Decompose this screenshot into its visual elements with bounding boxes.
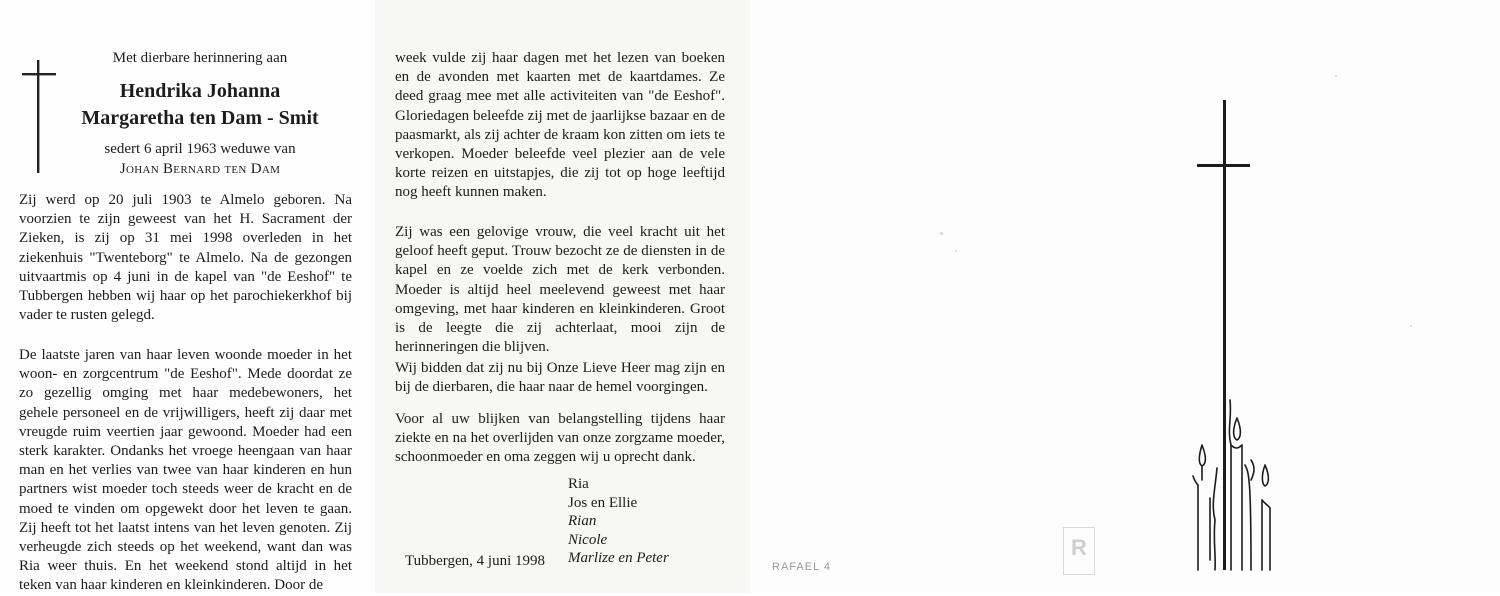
paper-speck [1335,75,1337,77]
deceased-name-line1: Hendrika Johanna [119,80,281,102]
signatory: Ria [568,476,589,492]
prayer-paragraph: Wij bidden dat zij nu bij Onze Lieve Heer mag zijn en bij de dierbaren, die haar naar de hemel voorgingen. [395,360,725,396]
deceased-name-line2: Margaretha ten Dam - Smit [81,107,319,129]
signatory: Rian [568,513,597,529]
intro-text: Met dierbare herinnering aan [112,50,288,66]
biography-paragraph-2: De laatste jaren van haar leven woonde moeder in het woon- en zorgcentrum "de Eeshof". Mede doordat ze zo gezellig omging met haar medebewoners, het gehele personeel en de vrijwilligers, heeft zij daar met vreugde ruim veertien jaar gewoond. Moeder had een sterk karakter. Ondanks het vroege heengaan van haar man en het verlies van twee van haar kinderen en hun partners wist moeder toch steeds weer de kracht en de moed te vinden om opgewekt door het leven te gaan. Zij heeft tot het laatst intens van het leven genoten. Zij verheugde zich steeds op het weekend, want dan was Ria weer thuis. En het weekend stond altijd in het teken van haar kinderen en kleinkinderen. Door de [19,347,352,594]
paper-speck [955,250,957,252]
biography-paragraph-3: week vulde zij haar dagen met het lezen van boeken en de avonden met kaarten met de kaartdames. Ze deed graag mee met alle activiteiten van "de Eeshof". Gloriedagen beleefde zij met de jaarlijkse bazaar en de paasmarkt, als zij achter de kraam kon zitten om iets te verkopen. Moeder beleefde veel plezier aan de vele korte reizen en uitstapjes, die zij tot op hoge leeftijd nog heeft kunnen maken. [395,50,725,201]
left-panel [0,0,375,593]
signatory: Marlize en Peter [568,550,669,566]
thanks-paragraph: Voor al uw blijken van belangstelling tijdens haar ziekte en na het overlijden van onze zorgzame moeder, schoonmoeder en oma zeggen wij u oprecht dank. [395,411,725,466]
printer-logo-icon: R [1063,527,1095,575]
widow-since-text: sedert 6 april 1963 weduwe van [104,141,296,157]
cross-with-candles-icon [1185,100,1290,580]
cover-panel [750,0,1500,593]
paper-speck [940,232,943,235]
biography-paragraph-4: Zij was een gelovige vrouw, die veel kracht uit het geloof heeft geput. Trouw bezocht ze de diensten in de kapel en ze voelde zich met de kerk verbonden. Moeder is altijd heel meelevend geweest met haar omgeving, met haar kinderen en kleinkinderen. Groot is de leegte die zij achterlaat, mooi zijn de herinneringen die blijven. [395,224,725,356]
card-code: RAFAEL 4 [772,561,831,573]
paper-speck [1410,325,1412,327]
signatories-list [568,475,669,568]
signatory: Jos en Ellie [568,494,638,511]
middle-panel [375,0,750,593]
place-date: Tubbergen, 4 juni 1998 [405,553,546,569]
signatory: Nicole [568,531,608,548]
husband-name: Johan Bernard ten Dam [119,161,281,177]
biography-paragraph-1: Zij werd op 20 juli 1903 te Almelo geboren. Na voorzien te zijn geweest van het H. Sacrament der Zieken, is zij op 31 mei 1998 overleden in het ziekenhuis "Twenteborg" te Almelo. Na de gezongen uitvaartmis op 4 juni in de kapel van "de Eeshof" te Tubbergen hebben wij haar op het parochiekerkhof bij vader te rusten gelegd. [19,192,352,324]
